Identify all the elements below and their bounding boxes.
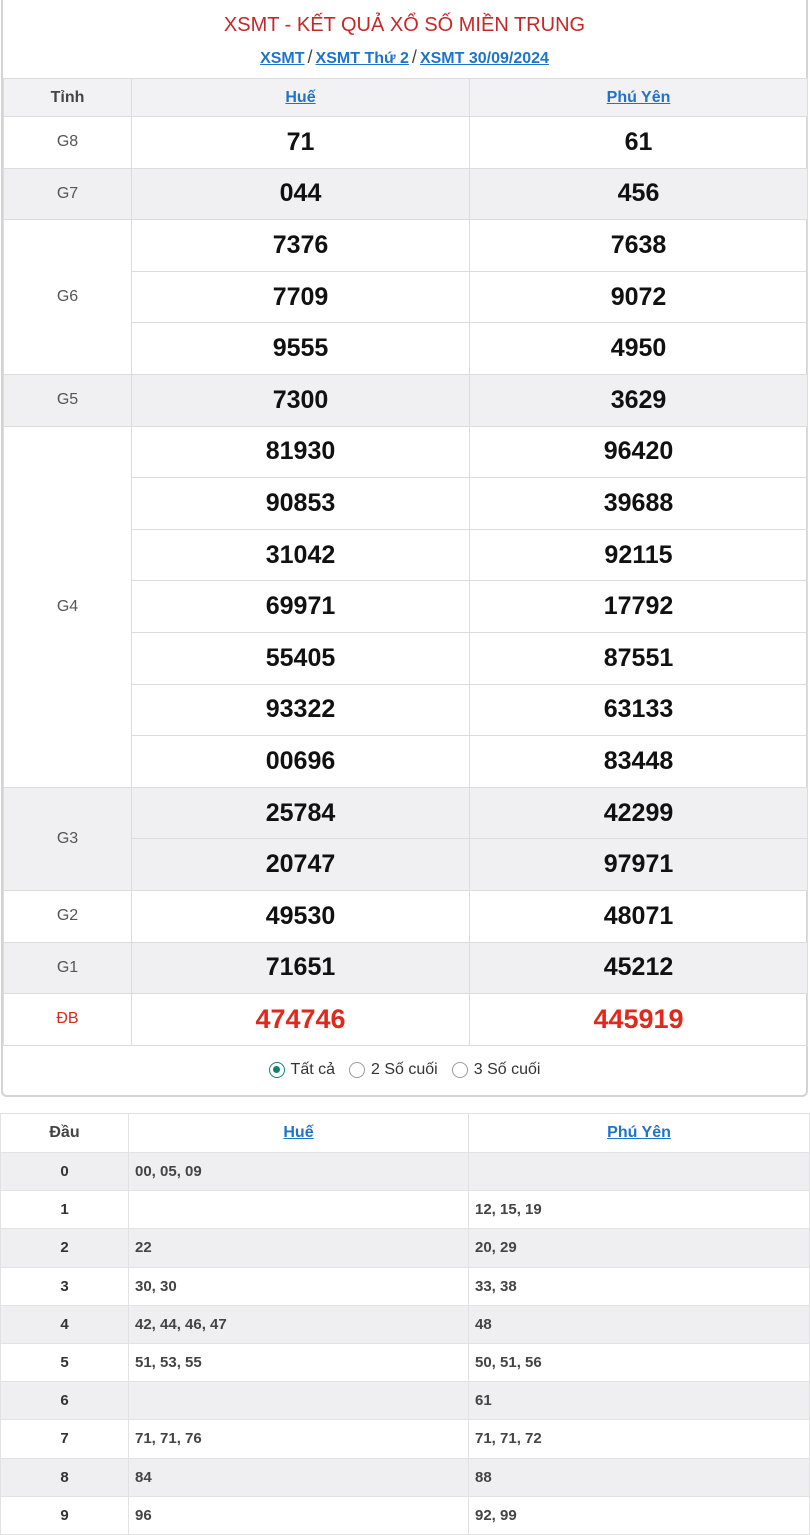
breadcrumb: [3, 38, 806, 78]
prize-number: 71: [132, 117, 470, 169]
prize-number: 55405: [132, 632, 470, 684]
loto-values: 42, 44, 46, 47: [129, 1305, 469, 1343]
results-table: [3, 78, 808, 1046]
prize-number: 45212: [470, 942, 808, 994]
prize-label: ĐB: [4, 994, 132, 1046]
loto-values: 71, 71, 76: [129, 1420, 469, 1458]
breadcrumb-date-link[interactable]: XSMT 30/09/2024: [419, 50, 549, 67]
prize-row: [4, 426, 808, 478]
province-link-hue[interactable]: Huế: [285, 88, 316, 106]
prize-number: 87551: [470, 632, 808, 684]
breadcrumb-separator: /: [307, 47, 313, 67]
loto-table: [0, 1113, 810, 1535]
loto-row: [1, 1382, 810, 1420]
loto-values: [469, 1153, 810, 1191]
loto-values: 88: [469, 1458, 810, 1496]
breadcrumb-xsmt-thu2-link[interactable]: XSMT Thứ 2: [315, 50, 409, 67]
prize-number: 474746: [132, 994, 470, 1046]
province-link-phu-yen[interactable]: Phú Yên: [606, 88, 671, 106]
column-header-tinh: Tỉnh: [4, 79, 132, 117]
dau-digit: 2: [1, 1229, 129, 1267]
prize-number: 3629: [470, 374, 808, 426]
dau-digit: 7: [1, 1420, 129, 1458]
prize-number: 00696: [132, 736, 470, 788]
loto-values: 84: [129, 1458, 469, 1496]
radio-unchecked-icon: [452, 1062, 468, 1078]
prize-row: [4, 220, 808, 272]
prize-number: 445919: [470, 994, 808, 1046]
results-panel: [1, 0, 808, 1097]
dau-digit: 4: [1, 1305, 129, 1343]
loto-row: [1, 1496, 810, 1534]
results-body: [4, 117, 808, 1046]
loto-row: [1, 1153, 810, 1191]
prize-label: G3: [4, 787, 132, 890]
prize-number: 7376: [132, 220, 470, 272]
prize-number: 63133: [470, 684, 808, 736]
radio-checked-icon: [269, 1062, 285, 1078]
prize-row: [4, 117, 808, 169]
loto-values: 00, 05, 09: [129, 1153, 469, 1191]
province-link-hue[interactable]: Huế: [283, 1124, 314, 1141]
loto-values: 92, 99: [469, 1496, 810, 1534]
column-header-province: [469, 1114, 810, 1153]
loto-values: 48: [469, 1305, 810, 1343]
loto-values: 22: [129, 1229, 469, 1267]
prize-number: 83448: [470, 736, 808, 788]
prize-number: 9555: [132, 323, 470, 375]
prize-number: 7300: [132, 374, 470, 426]
prize-number: 9072: [470, 271, 808, 323]
column-header-dau: Đầu: [1, 1114, 129, 1153]
prize-label: G7: [4, 168, 132, 220]
loto-row: [1, 1191, 810, 1229]
prize-row: [4, 890, 808, 942]
loto-row: [1, 1420, 810, 1458]
loto-values: 96: [129, 1496, 469, 1534]
loto-values: 51, 53, 55: [129, 1343, 469, 1381]
prize-number: 39688: [470, 478, 808, 530]
loto-body: [1, 1153, 810, 1535]
loto-row: [1, 1267, 810, 1305]
column-header-province: [132, 79, 470, 117]
prize-number: 25784: [132, 787, 470, 839]
province-link-phu-yen[interactable]: Phú Yên: [607, 1124, 671, 1141]
filter-label: 3 Số cuối: [473, 1060, 541, 1078]
prize-number: 61: [470, 117, 808, 169]
prize-number: 48071: [470, 890, 808, 942]
dau-digit: 8: [1, 1458, 129, 1496]
filter-2-digits-radio[interactable]: [349, 1061, 438, 1079]
prize-row: [4, 994, 808, 1046]
digit-filter-group: [3, 1046, 806, 1094]
dau-digit: 3: [1, 1267, 129, 1305]
loto-values: 61: [469, 1382, 810, 1420]
prize-label: G6: [4, 220, 132, 375]
prize-number: 4950: [470, 323, 808, 375]
loto-row: [1, 1343, 810, 1381]
dau-digit: 6: [1, 1382, 129, 1420]
radio-unchecked-icon: [349, 1062, 365, 1078]
loto-values: 71, 71, 72: [469, 1420, 810, 1458]
prize-row: [4, 374, 808, 426]
prize-number: 044: [132, 168, 470, 220]
dau-digit: 9: [1, 1496, 129, 1534]
prize-number: 7709: [132, 271, 470, 323]
prize-number: 17792: [470, 581, 808, 633]
loto-values: 50, 51, 56: [469, 1343, 810, 1381]
prize-number: 69971: [132, 581, 470, 633]
loto-row: [1, 1458, 810, 1496]
filter-label: Tất cả: [290, 1060, 336, 1078]
prize-label: G5: [4, 374, 132, 426]
breadcrumb-xsmt-link[interactable]: XSMT: [260, 50, 305, 67]
filter-all-radio[interactable]: [269, 1061, 335, 1079]
dau-digit: 1: [1, 1191, 129, 1229]
prize-row: [4, 942, 808, 994]
prize-label: G1: [4, 942, 132, 994]
column-header-province: [129, 1114, 469, 1153]
prize-number: 96420: [470, 426, 808, 478]
prize-number: 456: [470, 168, 808, 220]
prize-number: 20747: [132, 839, 470, 891]
loto-values: [129, 1382, 469, 1420]
loto-row: [1, 1229, 810, 1267]
prize-number: 81930: [132, 426, 470, 478]
breadcrumb-separator: /: [411, 47, 417, 67]
prize-number: 42299: [470, 787, 808, 839]
prize-label: G2: [4, 890, 132, 942]
prize-row: [4, 787, 808, 839]
loto-values: 12, 15, 19: [469, 1191, 810, 1229]
prize-number: 97971: [470, 839, 808, 891]
column-header-province: [470, 79, 808, 117]
prize-label: G8: [4, 117, 132, 169]
prize-number: 71651: [132, 942, 470, 994]
filter-label: 2 Số cuối: [371, 1060, 438, 1078]
prize-row: [4, 168, 808, 220]
prize-number: 7638: [470, 220, 808, 272]
prize-label: G4: [4, 426, 132, 787]
page-title: XSMT - KẾT QUẢ XỔ SỐ MIỀN TRUNG: [223, 14, 586, 36]
prize-number: 90853: [132, 478, 470, 530]
loto-values: 30, 30: [129, 1267, 469, 1305]
prize-number: 49530: [132, 890, 470, 942]
dau-digit: 0: [1, 1153, 129, 1191]
dau-digit: 5: [1, 1343, 129, 1381]
loto-values: 33, 38: [469, 1267, 810, 1305]
loto-row: [1, 1305, 810, 1343]
prize-number: 31042: [132, 529, 470, 581]
prize-number: 93322: [132, 684, 470, 736]
loto-values: [129, 1191, 469, 1229]
loto-values: 20, 29: [469, 1229, 810, 1267]
loto-panel: [0, 1113, 810, 1535]
filter-3-digits-radio[interactable]: [452, 1061, 541, 1079]
prize-number: 92115: [470, 529, 808, 581]
